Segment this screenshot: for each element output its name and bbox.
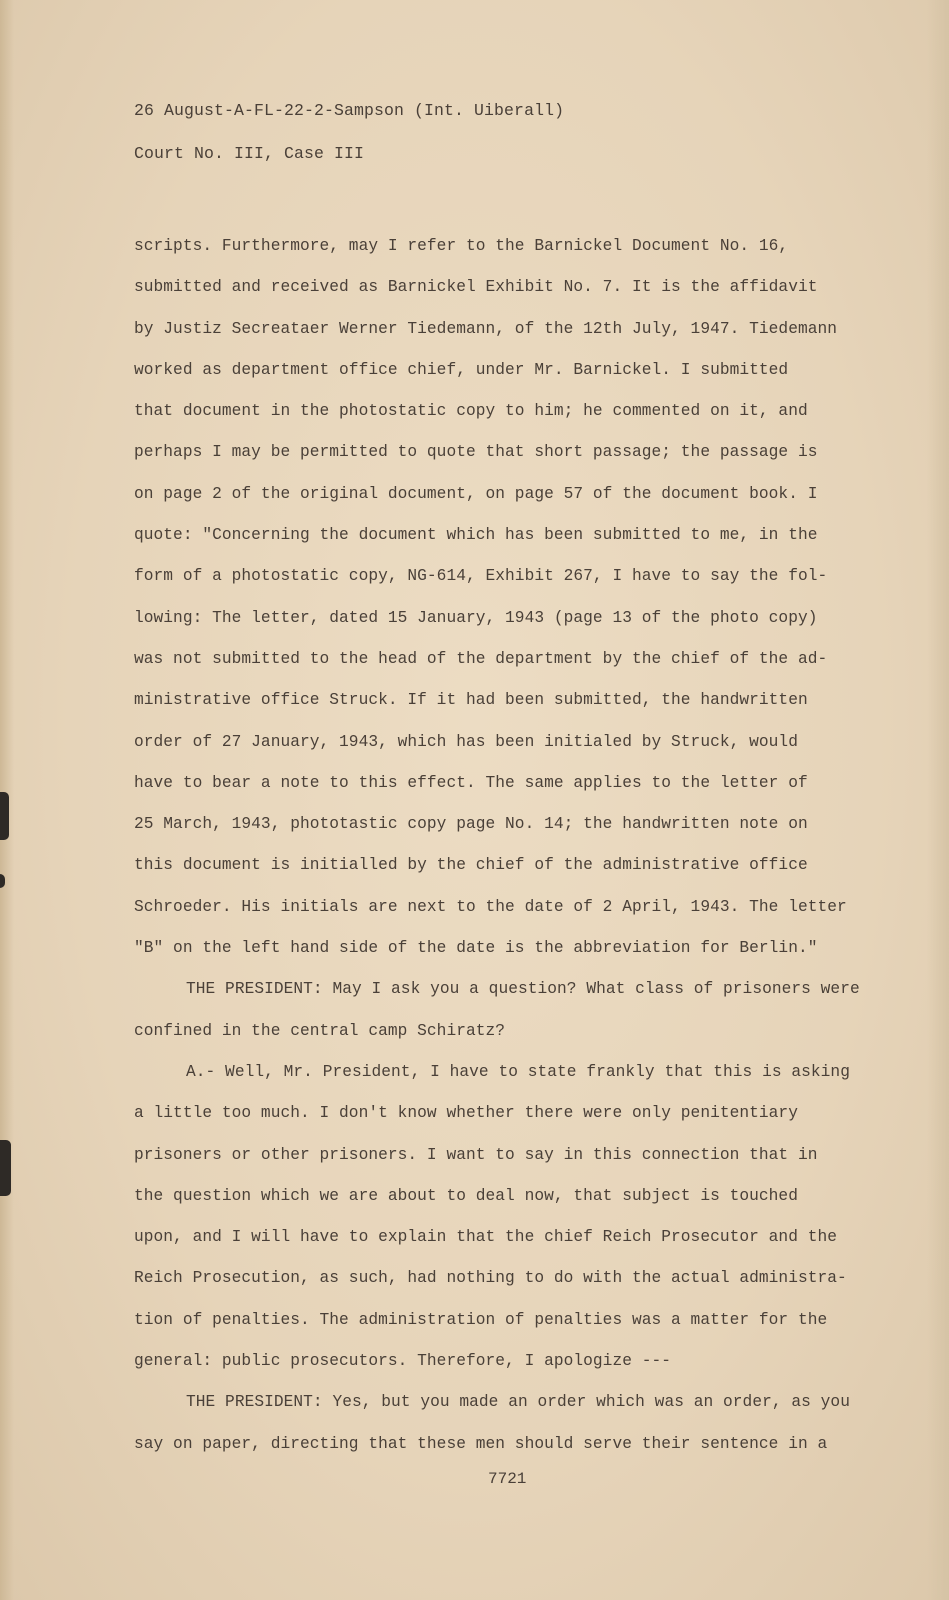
transcript-line: confined in the central camp Schiratz? <box>134 1021 506 1040</box>
header-session-line: 26 August-A-FL-22-2-Sampson (Int. Uiberall) <box>134 101 565 120</box>
transcript-line: a little too much. I don't know whether there were only penitentiary <box>134 1104 798 1123</box>
transcript-line: that document in the photostatic copy to him; he commented on it, and <box>134 402 808 421</box>
transcript-line: this document is initialled by the chief of the administrative office <box>134 856 808 875</box>
transcript-line: 25 March, 1943, phototastic copy page No. 14; the handwritten note on <box>134 815 808 834</box>
transcript-line: submitted and received as Barnickel Exhibit No. 7. It is the affidavit <box>134 278 818 297</box>
transcript-line: say on paper, directing that these men should serve their sentence in a <box>134 1434 828 1453</box>
transcript-line: "B" on the left hand side of the date is the abbreviation for Berlin." <box>134 939 818 958</box>
transcript-line: have to bear a note to this effect. The same applies to the letter of <box>134 773 808 792</box>
page-number: 7721 <box>488 1470 527 1488</box>
transcript-line: worked as department office chief, under Mr. Barnickel. I submitted <box>134 360 789 379</box>
transcript-body <box>134 226 894 1465</box>
transcript-line: Reich Prosecution, as such, had nothing to do with the actual administra- <box>134 1269 847 1288</box>
transcript-line: THE PRESIDENT: May I ask you a question? What class of prisoners were <box>186 980 860 999</box>
transcript-line: by Justiz Secreataer Werner Tiedemann, of the 12th July, 1947. Tiedemann <box>134 319 838 338</box>
transcript-line: order of 27 January, 1943, which has been initialed by Struck, would <box>134 732 798 751</box>
binder-hole <box>0 792 9 840</box>
transcript-line: was not submitted to the head of the department by the chief of the ad- <box>134 649 828 668</box>
transcript-line: lowing: The letter, dated 15 January, 1943 (page 13 of the photo copy) <box>134 608 818 627</box>
transcript-line: quote: "Concerning the document which has been submitted to me, in the <box>134 526 818 545</box>
transcript-line: scripts. Furthermore, may I refer to the Barnickel Document No. 16, <box>134 237 789 255</box>
transcript-line: prisoners or other prisoners. I want to say in this connection that in <box>134 1145 818 1164</box>
binder-hole <box>0 1140 11 1196</box>
paper-right-edge <box>927 0 949 1600</box>
transcript-line: form of a photostatic copy, NG-614, Exhibit 267, I have to say the fol- <box>134 567 828 586</box>
transcript-line: tion of penalties. The administration of penalties was a matter for the <box>134 1310 828 1329</box>
transcript-line: upon, and I will have to explain that the chief Reich Prosecutor and the <box>134 1228 838 1247</box>
header-court-line: Court No. III, Case III <box>134 144 365 163</box>
transcript-line: on page 2 of the original document, on page 57 of the document book. I <box>134 484 818 503</box>
transcript-line: Schroeder. His initials are next to the date of 2 April, 1943. The letter <box>134 897 847 916</box>
transcript-line: A.- Well, Mr. President, I have to state frankly that this is asking <box>186 1062 850 1081</box>
transcript-line: ministrative office Struck. If it had been submitted, the handwritten <box>134 691 808 710</box>
transcript-line: the question which we are about to deal now, that subject is touched <box>134 1186 798 1205</box>
transcript-line: general: public prosecutors. Therefore, I apologize --- <box>134 1352 672 1371</box>
transcript-line: perhaps I may be permitted to quote that short passage; the passage is <box>134 443 818 462</box>
transcript-line: THE PRESIDENT: Yes, but you made an order which was an order, as you <box>186 1393 850 1412</box>
